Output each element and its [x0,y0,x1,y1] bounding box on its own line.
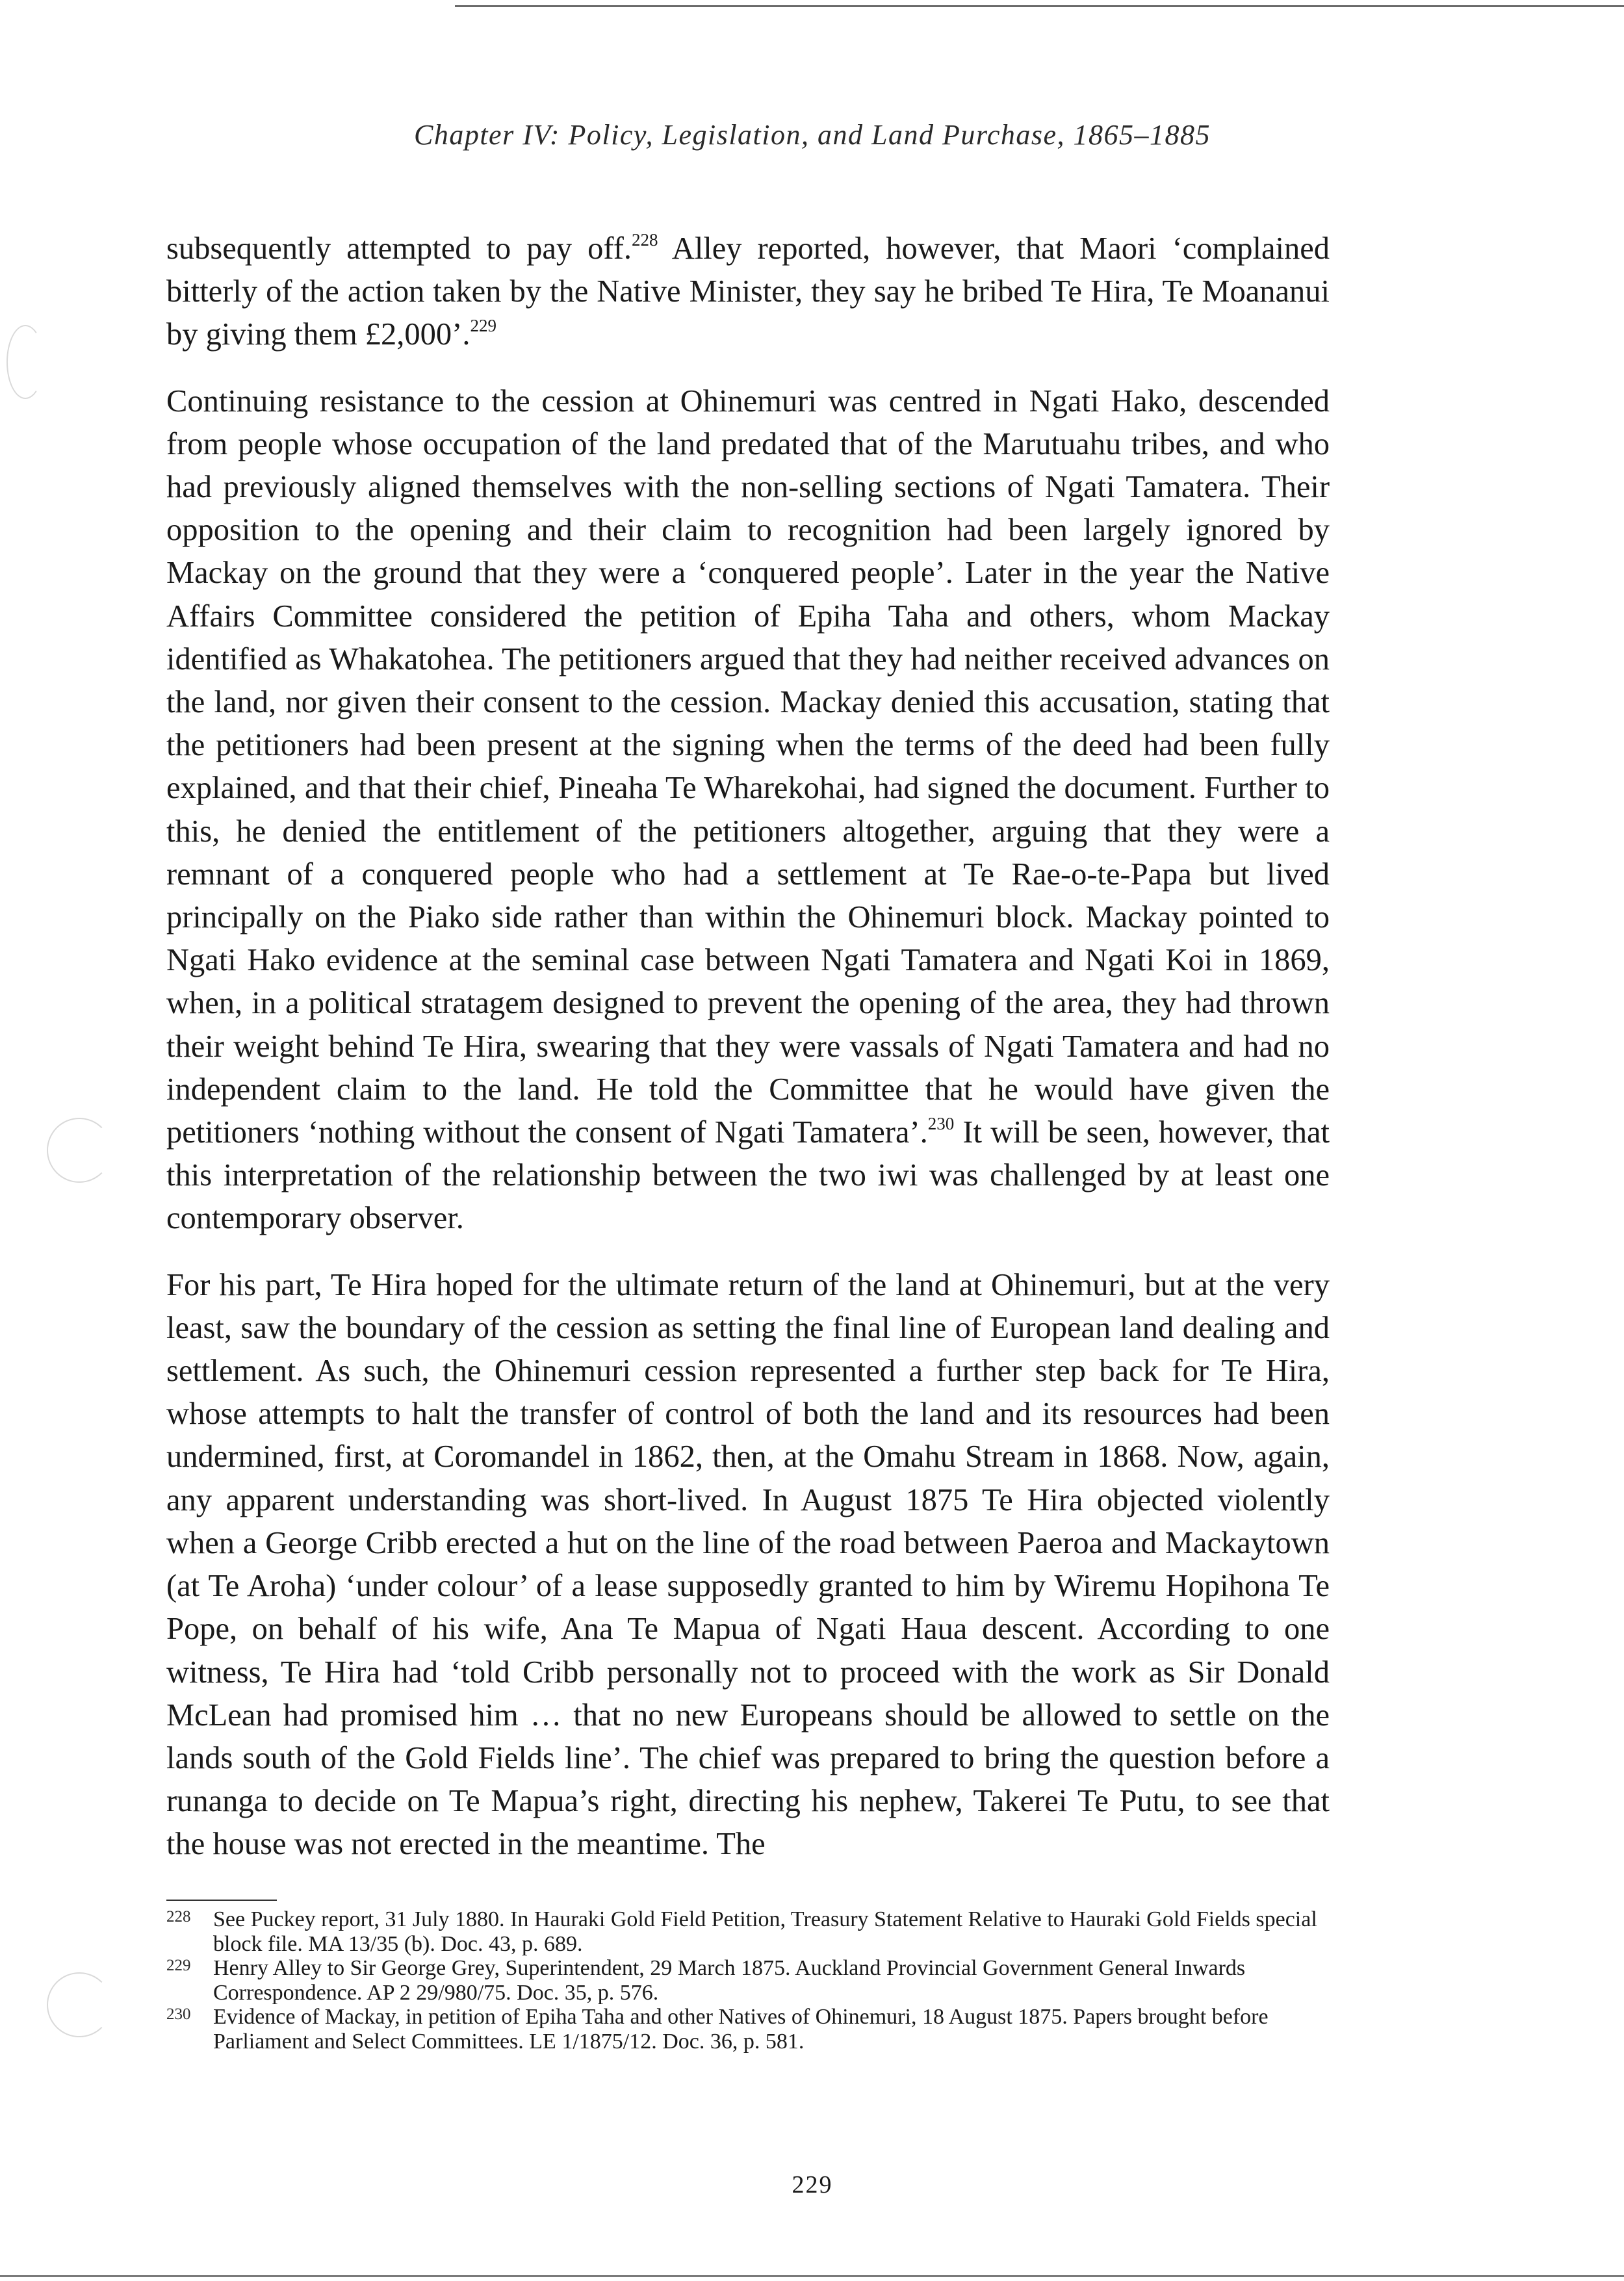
paragraph-text: subsequently attempted to pay off. [166,231,632,266]
paragraph-text: It will be seen, however, that this interpretation of the relationship between the two iwi was challenged by at least one contemporary observer. [166,1115,1330,1236]
binding-hole-mark [6,325,44,399]
footnote-number: 229 [166,1957,191,1974]
footnote-number: 228 [166,1908,191,1926]
binding-hole-mark [47,1118,112,1183]
footnote [166,1907,1330,1956]
paragraph-text: For his part, Te Hira hoped for the ultimate return of the land at Ohinemuri, but at the very least, saw the boundary of the cession as setting the final line of European land dealing and settlement. As such, the Ohinemuri cession represented a further step back for Te Hira, whose attempts to halt the transfer of control of both the land and its resources had been undermined, first, at Coromandel in 1862, then, at the Omahu Stream in 1868. Now, again, any apparent understanding was short-lived. In August 1875 Te Hira objected violently when a George Cribb erected a hut on the line of the road between Paeroa and Mackaytown (at Te Aroha) ‘under colour’ of a lease supposedly granted to him by Wiremu Hopihona Te Pope, on behalf of his wife, Ana Te Mapua of Ngati Haua descent. According to one witness, Te Hira had ‘told Cribb personally not to proceed with the work as Sir Donald McLean had promised him … that no new Europeans should be allowed to settle on the lands south of the Gold Fields line’. The chief was prepared to bring the question before a runanga to decide on Te Mapua’s right, directing his nephew, Takerei Te Putu, to see that the house was not erected in the meantime. The [166,1267,1330,1862]
bottom-edge-rule [0,2275,1624,2277]
paragraph-text: Continuing resistance to the cession at Ohinemuri was centred in Ngati Hako, descended from people whose occupation of the land predated that of the Marutuahu tribes, and who had previously aligned themselves with the non-selling sections of Ngati Tamatera. Their opposition to the opening and their claim to recognition had been largely ignored by Mackay on the ground that they were a ‘conquered people’. Later in the year the Native Affairs Committee considered the petition of Epiha Taha and others, whom Mackay identified as Whakatohea. The petitioners argued that they had neither received advances on the land, nor given their consent to the cession. Mackay denied this accusation, stating that the petitioners had been present at the signing when the terms of the deed had been fully explained, and that their chief, Pineaha Te Wharekohai, had signed the document. Further to this, he denied the entitlement of the petitioners altogether, arguing that they were a remnant of a conquered people who had a settlement at Te Rae-o-te-Papa but lived principally on the Piako side rather than within the Ohinemuri block. Mackay pointed to Ngati Hako evidence at the seminal case between Ngati Tamatera and Ngati Koi in 1869, when, in a political stratagem designed to prevent the opening of the area, they had thrown their weight behind Te Hira, swearing that they were vassals of Ngati Tamatera and had no independent claim to the land. He told the Committee that he would have given the petitioners ‘nothing without the consent of Ngati Tamatera’. [166,383,1330,1150]
footnote [166,2005,1330,2054]
page-number: 229 [792,2171,833,2198]
paragraph-text: Alley reported, however, that Maori ‘complained bitterly of the action taken by the Native Minister, they say he bribed Te Hira, Te Moananui by giving them £2,000’. [166,231,1330,352]
footnote-text: Henry Alley to Sir George Grey, Superintendent, 29 March 1875. Auckland Provincial Government General Inwards Correspondence. AP 2 29/980/75. Doc. 35, p. 576. [213,1956,1246,2005]
footnote-separator [166,1900,277,1901]
body-paragraph [166,380,1330,1241]
running-head: Chapter IV: Policy, Legislation, and Land Purchase, 1865–1885 [413,119,1211,151]
footnote-number: 230 [166,2005,191,2023]
footnote [166,1956,1330,2005]
footnote-reference: 229 [470,316,496,336]
body-text [166,227,1330,1890]
footnote-text: Evidence of Mackay, in petition of Epiha Taha and other Natives of Ohinemuri, 18 August 1875. Papers brought before Parliament and Select Committees. LE 1/1875/12. Doc. 36, p. 581. [213,2005,1269,2054]
footnote-text: See Puckey report, 31 July 1880. In Hauraki Gold Field Petition, Treasury Statement Relative to Hauraki Gold Fields special block file. MA 13/35 (b). Doc. 43, p. 689. [213,1907,1317,1956]
footnote-reference: 228 [631,230,658,250]
body-paragraph [166,227,1330,357]
binding-hole-mark [47,1972,112,2037]
top-edge-rule [455,5,1624,7]
footnotes [166,1907,1330,2054]
body-paragraph [166,1264,1330,1866]
footnote-reference: 230 [927,1114,955,1134]
